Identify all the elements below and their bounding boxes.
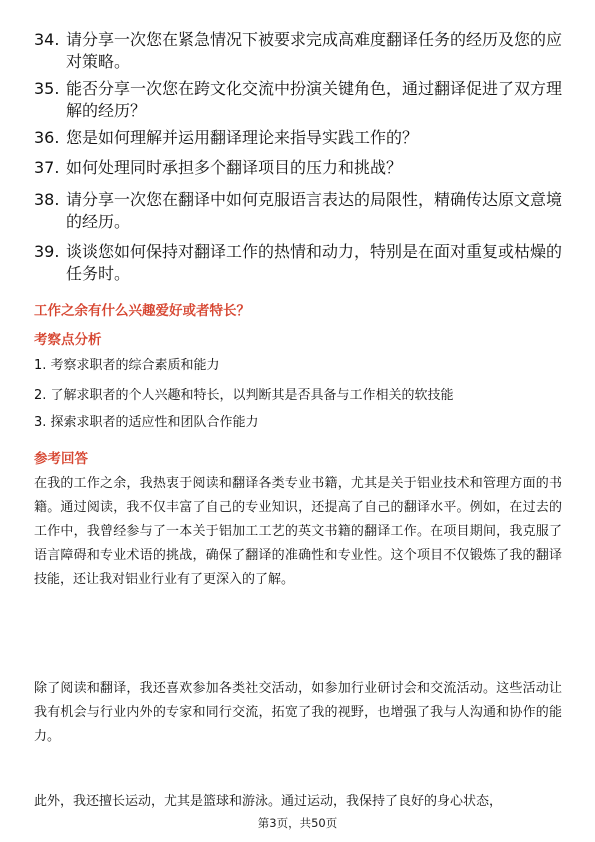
analysis-item: 2. 了解求职者的个人兴趣和特长，以判断其是否具备与工作相关的软技能 [34,388,454,403]
answer-paragraph: 在我的工作之余，我热衷于阅读和翻译各类专业书籍，尤其是关于铝业技术和管理方面的书籍。通过阅读，我不仅丰富了自己的专业知识，还提高了自己的翻译水平。例如，在过去的工作中，我曾经参与了一本关于铝加工工艺的英文书籍的翻译工作。在项目期间，我克服了语言障碍和专业术语的挑战，确保了翻译的准确性和专业性。这个项目不仅锻炼了我的翻译技能，还让我对铝业行业有了更深入的了解。 [34,476,562,587]
analysis-heading: 考察点分析 [34,332,102,348]
question-item [34,241,564,285]
question-text: 谈谈您如何保持对翻译工作的热情和动力，特别是在面对重复或枯燥的任务时。 [66,242,563,283]
page-footer: 第3页，共50页 [257,816,338,830]
question-number: 38. [34,190,60,209]
question-text: 如何处理同时承担多个翻译项目的压力和挑战？ [66,158,403,177]
question-text: 您是如何理解并运用翻译理论来指导实践工作的？ [66,128,419,147]
answer-heading: 参考回答 [34,451,88,467]
question-number: 35. [34,79,60,98]
question-number: 37. [34,158,60,177]
question-number: 34. [34,30,60,49]
answer-paragraph: 此外，我还擅长运动，尤其是篮球和游泳。通过运动，我保持了良好的身心状态， [34,794,503,809]
analysis-item: 1. 考察求职者的综合素质和能力 [34,358,220,373]
question-item [34,189,564,233]
section-heading: 工作之余有什么兴趣爱好或者特长？ [34,303,250,319]
question-item [34,78,564,122]
question-text: 请分享一次您在翻译中如何克服语言表达的局限性，精确传达原文意境的经历。 [66,190,563,231]
question-number: 39. [34,242,60,261]
analysis-item: 3. 探索求职者的适应性和团队合作能力 [34,415,259,430]
question-item [34,157,564,179]
question-text: 请分享一次您在紧急情况下被要求完成高难度翻译任务的经历及您的应对策略。 [66,30,563,71]
answer-paragraph: 除了阅读和翻译，我还喜欢参加各类社交活动，如参加行业研讨会和交流活动。这些活动让我有机会与行业内外的专家和同行交流，拓宽了我的视野，也增强了我与人沟通和协作的能力。 [34,681,562,744]
question-item [34,127,564,149]
question-text: 能否分享一次您在跨文化交流中扮演关键角色，通过翻译促进了双方理解的经历？ [66,79,563,120]
question-item [34,29,564,73]
question-number: 36. [34,128,60,147]
